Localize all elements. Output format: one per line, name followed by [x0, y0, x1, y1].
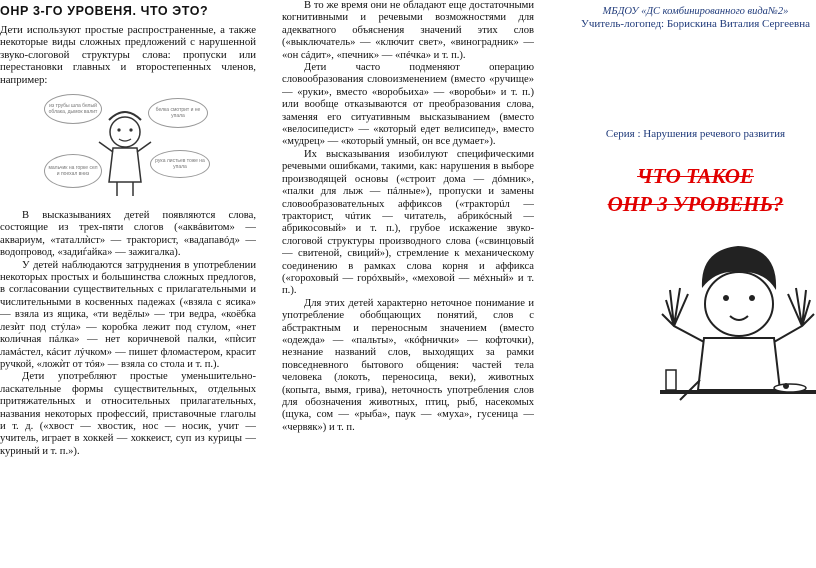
speech-bubble: рука листьев тоже на упала — [150, 150, 210, 178]
paragraph: Их высказывания изобилуют специфическими речевыми ошибками, такими, как: нарушения в выборе производящей основы («строит дома — дóмник», «палки для лыж — пáлные»), пропуски и замены словообразовательных аффиксов («тракторúл — тракторист, чúтик — читатель, абрикóсный — абрикосовый» и т. п.), грубое искажение звуко-слоговой структуры производного слова («свинцовый — свитеной, свиций»), стремление к механическому соединению в рамках слова корня и аффикса («гороховый — горóхвый», «меховой — мéхный» и т. п.). — [282, 148, 534, 297]
main-title — [575, 162, 816, 218]
child-speech-illustration — [0, 92, 256, 202]
paragraph: Для этих детей характерно неточное понимание и употребление обобщающих понятий, слов с абстрактным и переносным значением (вместо «одежда» — «пальты», «кóфнички» — кофточки), незнание названий слов, выходящих за рамки повседневного бытового общения: частей тела человека (локоть, переносица, веки), животных (копыта, вымя, грива), неточность употребления слов для обозначения животных, птиц, рыб, насекомых (щука, сом — «рыба», паук — «муха», гусеница — «червяк») и т. п. — [282, 297, 534, 433]
main-title-line-1: ЧТО ТАКОЕ — [637, 164, 754, 188]
series-label: Серия : Нарушения речевого развития — [605, 128, 786, 140]
left-column — [0, 0, 256, 568]
middle-column — [282, 0, 534, 568]
paragraph: В высказываниях детей появляются слова, состоящие из трех-пяти слогов («аквáвитом» — аквариум, «таталлѝст» — тракторист, «вадапавóд» — водопровод, «задиѓайка» — зажигалка). — [0, 210, 256, 259]
teacher-name: Учитель-логопед: Борискина Виталия Сергеевна — [581, 18, 810, 30]
child-drawing-icon — [95, 102, 155, 200]
boy-illustration-icon — [660, 230, 816, 420]
speech-bubble: белка смотрит и не упала — [148, 98, 208, 128]
paragraph: В то же время они не обладают еще достаточными когнитивными и речевыми возможностями для адекватного объяснения значений этих слов («выключатель» — «клю́чит свет», «виноградник» — «он сáдит», «печник» — «пéчка» и т. п.). — [282, 0, 534, 61]
paragraph: У детей наблюдаются затруднения в употреблении некоторых простых и большинства сложных предлогов, в согласовании существительных с прилагательными и числительными в косвенных падежах («взяла с ясика» — взяла из ящика, «ти ведёлы» — три ведра, «коёбка лезѝт под стýла» — коробка лежит под стулом, «нет коли́чная пáлка» — нет коричневой палки, «пѝсит ламáстел, кáсит лýчком» — пишет фломастером, красит ручкой, «ложѝт от тóя» — взяла со стола и т. п.). — [0, 259, 256, 370]
main-title-line-2: ОНР 3 УРОВЕНЬ? — [607, 192, 784, 216]
paragraph: Дети часто подменяют операцию словообразования словоизменением (вместо «ручище» — «руки», вместо «воробьиха» — «воробьи» и т. п.) или вообще отказываются от преобразования слова, заменяя его ситуативным высказыванием (вместо «велосипедист» — «который едет велисипед», вместо «мудрец» — «который умный, он все думает»). — [282, 62, 534, 148]
speech-bubble: мальчик на горке сел и поехал вниз — [44, 154, 102, 188]
paragraph: Дети употребляют простые уменьшительно-ласкательные формы существительных, отдельных притяжательных и относительных прилагательных, названия некоторых профессий, приставочные глаголы и т. д. («хвост — хвостик, нос — носик, учит — учитель, играет в хоккей — хоккеист, суп из курицы — куриный и т. п.»). — [0, 371, 256, 457]
intro-paragraph: Дети используют простые распространенные, а также некоторые виды сложных предложений с нарушенной звуко-слоговой структуры слова: пропуски или перестановки главных и второстепенных членов, например: — [0, 24, 256, 86]
column-title: ОНР 3-ГО УРОВЕНЯ. ЧТО ЭТО? — [0, 4, 209, 18]
school-name: МБДОУ «ДС комбинированного вида№2» — [602, 6, 789, 17]
speech-bubble: из трубы шла белый облака, дымок валит — [44, 94, 102, 124]
